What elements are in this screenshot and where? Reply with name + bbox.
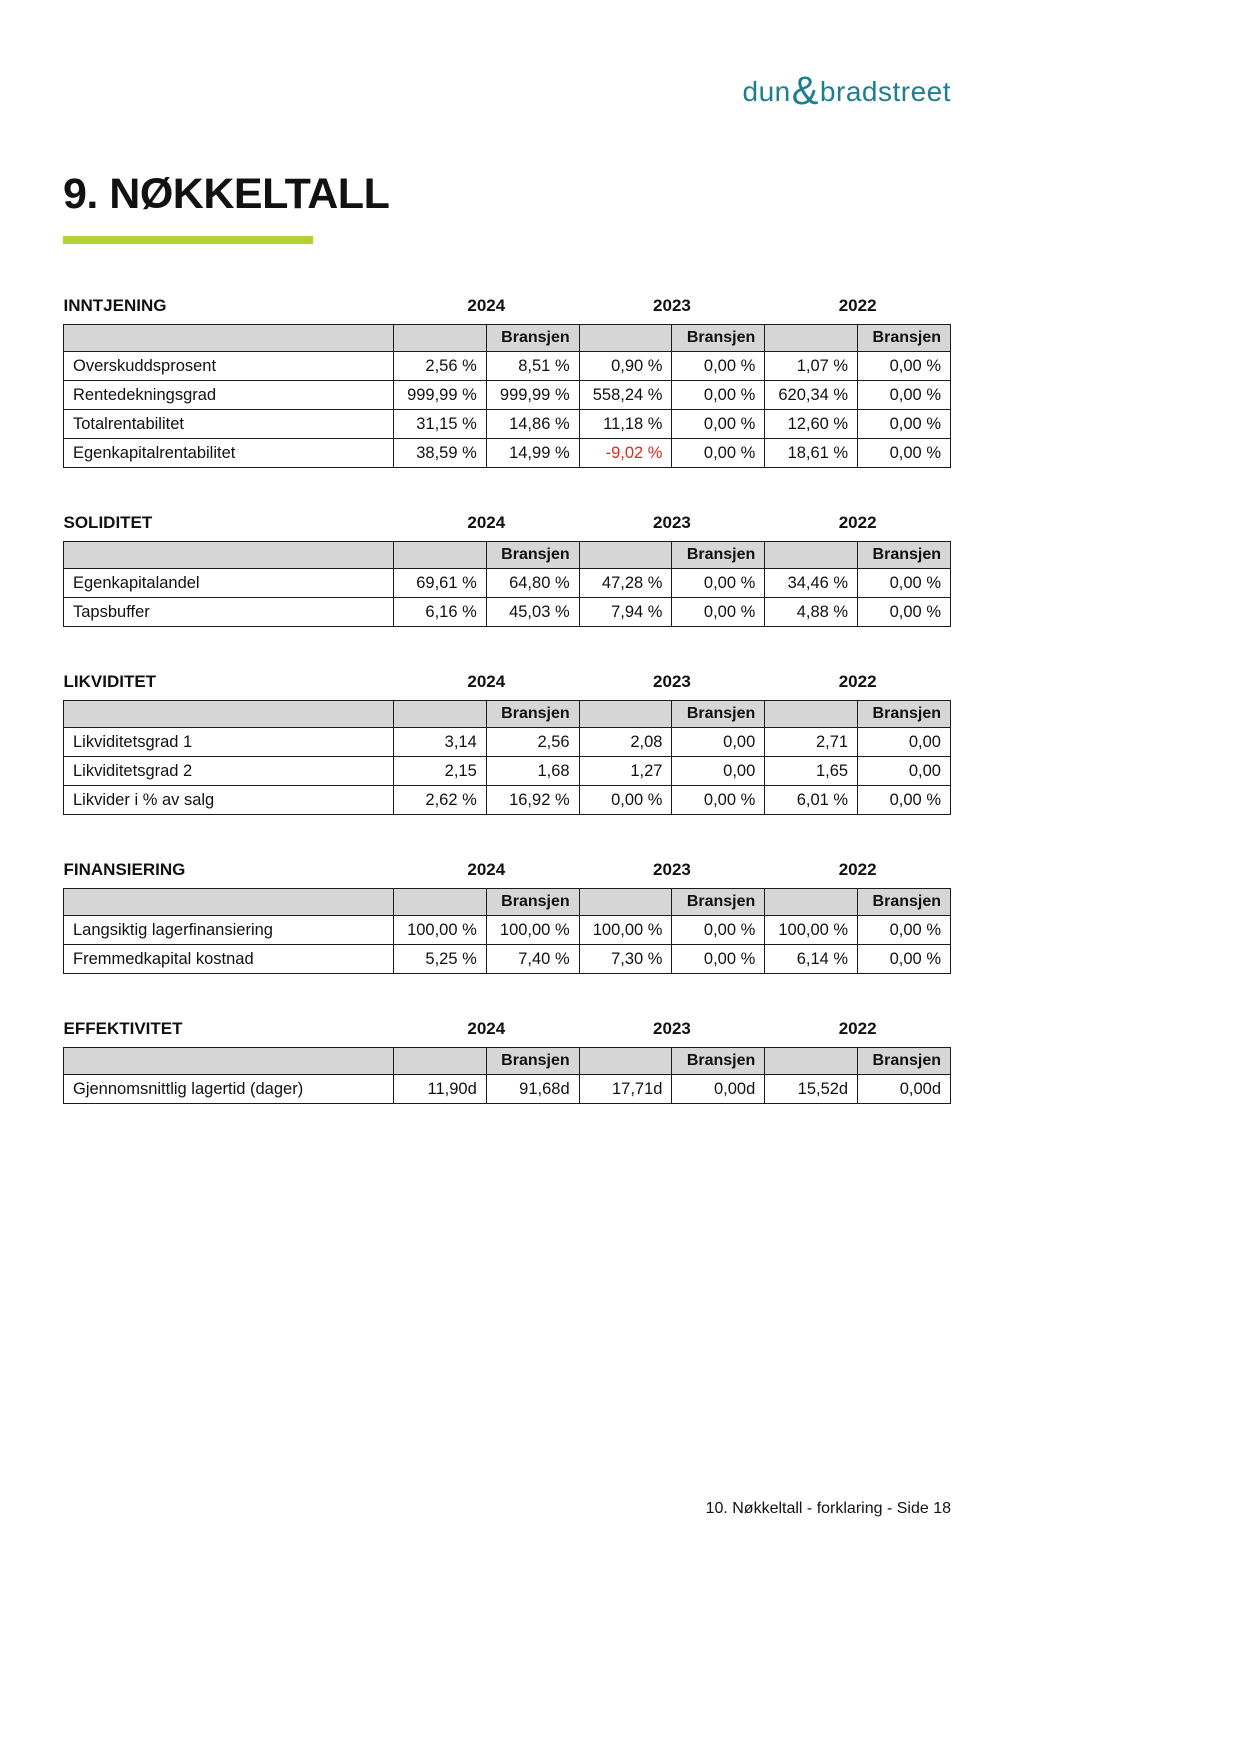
year-header: 2024 [467,860,506,879]
column-header-row [64,889,951,916]
value-cell: 69,61 % [393,569,486,598]
year-header: 2024 [467,296,506,315]
value-cell: 1,68 [486,757,579,786]
year-header: 2022 [838,1019,877,1038]
section-title: INNTJENING [63,296,167,315]
table-row [64,1075,951,1104]
table-likviditet [63,672,951,815]
bransjen-header: Bransjen [858,325,951,352]
value-cell-negative: -9,02 % [579,439,672,468]
value-cell: 2,08 [579,728,672,757]
value-cell: 0,00 % [858,410,951,439]
table-row [64,757,951,786]
value-cell: 45,03 % [486,598,579,627]
value-cell: 6,16 % [393,598,486,627]
bransjen-header: Bransjen [672,325,765,352]
table-soliditet [63,513,951,627]
bransjen-header: Bransjen [672,889,765,916]
section-title: EFFEKTIVITET [63,1019,183,1038]
year-header: 2024 [467,672,506,691]
value-cell: 11,90d [393,1075,486,1104]
value-cell: 1,07 % [765,352,858,381]
row-label: Gjennomsnittlig lagertid (dager) [64,1075,394,1104]
table-row [64,598,951,627]
logo-word-bradstreet: bradstreet [819,76,951,107]
year-header: 2023 [653,296,691,315]
value-cell: 0,00 [672,728,765,757]
year-header: 2023 [653,1019,691,1038]
table-header-row [64,1019,951,1048]
value-cell: 100,00 % [765,916,858,945]
value-cell: 0,00 % [579,786,672,815]
bransjen-header: Bransjen [486,889,579,916]
page-footer: 10. Nøkkeltall - forklaring - Side 18 [705,1500,951,1517]
value-cell: 0,00 % [858,598,951,627]
row-label: Tapsbuffer [64,598,394,627]
bransjen-header: Bransjen [672,701,765,728]
value-cell: 11,18 % [579,410,672,439]
row-label: Egenkapitalrentabilitet [64,439,394,468]
year-header: 2022 [838,296,877,315]
value-cell: 999,99 % [486,381,579,410]
value-cell: 7,40 % [486,945,579,974]
value-cell: 0,00 % [858,439,951,468]
column-header-row [64,542,951,569]
row-label: Likviditetsgrad 2 [64,757,394,786]
value-cell: 100,00 % [486,916,579,945]
value-cell: 0,00 [672,757,765,786]
year-header: 2023 [653,513,691,532]
value-cell: 5,25 % [393,945,486,974]
table-row [64,569,951,598]
logo-word-dun: dun [742,76,791,107]
value-cell: 4,88 % [765,598,858,627]
table-effektivitet [63,1019,951,1104]
header-empty-cell [579,542,672,569]
table-inntjening [63,296,951,468]
table-finansiering [63,860,951,974]
value-cell: 620,34 % [765,381,858,410]
header-empty-cell [64,325,394,352]
page-content [63,0,951,1754]
value-cell: 6,01 % [765,786,858,815]
value-cell: 12,60 % [765,410,858,439]
value-cell: 15,52d [765,1075,858,1104]
section-title: FINANSIERING [63,860,186,879]
table-row [64,410,951,439]
bransjen-header: Bransjen [858,701,951,728]
row-label: Langsiktig lagerfinansiering [64,916,394,945]
header-empty-cell [64,889,394,916]
header-empty-cell [393,325,486,352]
value-cell: 0,00 % [858,569,951,598]
header-empty-cell [64,701,394,728]
bransjen-header: Bransjen [858,889,951,916]
row-label: Totalrentabilitet [64,410,394,439]
table-row [64,381,951,410]
value-cell: 34,46 % [765,569,858,598]
header-empty-cell [579,1048,672,1075]
bransjen-header: Bransjen [858,1048,951,1075]
page-title: 9. NØKKELTALL [63,170,390,218]
value-cell: 0,00 % [858,945,951,974]
value-cell: 31,15 % [393,410,486,439]
table-header-row [64,513,951,542]
value-cell: 2,56 [486,728,579,757]
row-label: Fremmedkapital kostnad [64,945,394,974]
value-cell: 1,65 [765,757,858,786]
column-header-row [64,701,951,728]
value-cell: 0,00 % [858,381,951,410]
header-empty-cell [765,889,858,916]
value-cell: 0,00 % [672,945,765,974]
value-cell: 47,28 % [579,569,672,598]
value-cell: 0,00 % [672,352,765,381]
header-empty-cell [579,701,672,728]
year-header: 2024 [467,1019,506,1038]
header-empty-cell [765,701,858,728]
value-cell: 6,14 % [765,945,858,974]
value-cell: 0,00 % [672,598,765,627]
table-header-row [64,296,951,325]
row-label: Egenkapitalandel [64,569,394,598]
table-row [64,786,951,815]
bransjen-header: Bransjen [672,1048,765,1075]
bransjen-header: Bransjen [486,1048,579,1075]
value-cell: 0,00d [858,1075,951,1104]
column-header-row [64,325,951,352]
column-header-row [64,1048,951,1075]
table-row [64,439,951,468]
value-cell: 1,27 [579,757,672,786]
row-label: Rentedekningsgrad [64,381,394,410]
header-empty-cell [393,542,486,569]
bransjen-header: Bransjen [486,325,579,352]
value-cell: 0,90 % [579,352,672,381]
header-empty-cell [765,1048,858,1075]
bransjen-header: Bransjen [486,701,579,728]
value-cell: 0,00 [858,728,951,757]
value-cell: 0,00 % [672,410,765,439]
value-cell: 0,00 % [858,916,951,945]
value-cell: 38,59 % [393,439,486,468]
header-empty-cell [393,1048,486,1075]
table-header-row [64,860,951,889]
value-cell: 0,00 % [672,786,765,815]
value-cell: 14,99 % [486,439,579,468]
header-empty-cell [393,701,486,728]
value-cell: 8,51 % [486,352,579,381]
value-cell: 0,00 % [672,569,765,598]
value-cell: 0,00 % [672,439,765,468]
value-cell: 999,99 % [393,381,486,410]
header-empty-cell [765,542,858,569]
row-label: Overskuddsprosent [64,352,394,381]
value-cell: 0,00d [672,1075,765,1104]
table-row [64,352,951,381]
header-empty-cell [765,325,858,352]
value-cell: 2,62 % [393,786,486,815]
row-label: Likvider i % av salg [64,786,394,815]
value-cell: 64,80 % [486,569,579,598]
value-cell: 17,71d [579,1075,672,1104]
bransjen-header: Bransjen [672,542,765,569]
year-header: 2022 [838,513,877,532]
section-title: SOLIDITET [63,513,153,532]
value-cell: 0,00 % [858,352,951,381]
value-cell: 100,00 % [393,916,486,945]
value-cell: 558,24 % [579,381,672,410]
value-cell: 91,68d [486,1075,579,1104]
header-empty-cell [393,889,486,916]
bransjen-header: Bransjen [858,542,951,569]
bransjen-header: Bransjen [486,542,579,569]
value-cell: 18,61 % [765,439,858,468]
year-header: 2024 [467,513,506,532]
value-cell: 2,71 [765,728,858,757]
row-label: Likviditetsgrad 1 [64,728,394,757]
value-cell: 16,92 % [486,786,579,815]
table-header-row [64,672,951,701]
value-cell: 0,00 % [672,381,765,410]
header-empty-cell [579,889,672,916]
value-cell: 7,94 % [579,598,672,627]
accent-bar [63,236,313,244]
value-cell: 0,00 [858,757,951,786]
value-cell: 7,30 % [579,945,672,974]
value-cell: 0,00 % [672,916,765,945]
year-header: 2023 [653,672,691,691]
year-header: 2022 [838,672,877,691]
value-cell: 2,56 % [393,352,486,381]
value-cell: 100,00 % [579,916,672,945]
table-row [64,728,951,757]
header-empty-cell [64,1048,394,1075]
year-header: 2023 [653,860,691,879]
value-cell: 0,00 % [858,786,951,815]
header-empty-cell [64,542,394,569]
dnb-logo [63,0,951,113]
value-cell: 14,86 % [486,410,579,439]
year-header: 2022 [838,860,877,879]
value-cell: 2,15 [393,757,486,786]
table-row [64,945,951,974]
header-empty-cell [579,325,672,352]
value-cell: 3,14 [393,728,486,757]
section-title: LIKVIDITET [63,672,157,691]
logo-ampersand-icon: & [791,69,819,113]
table-row [64,916,951,945]
